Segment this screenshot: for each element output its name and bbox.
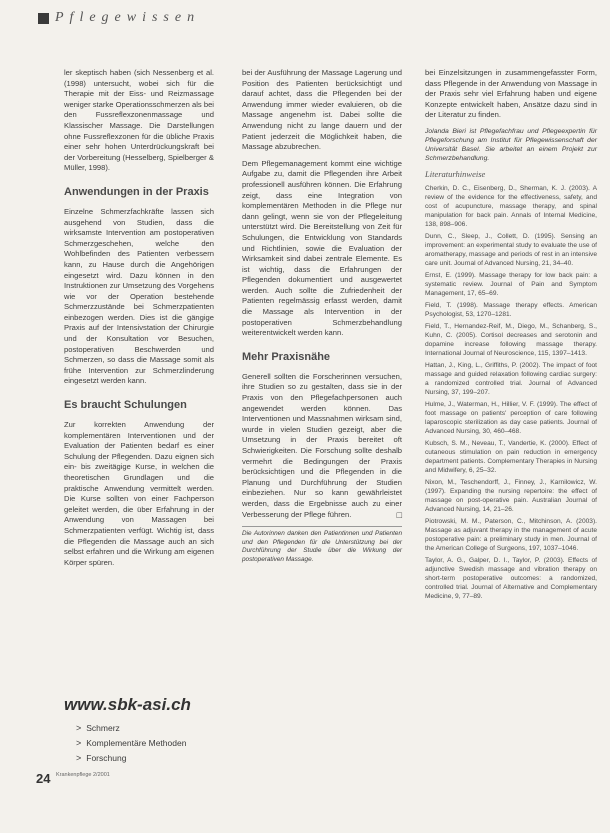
arrow-right-icon: > bbox=[76, 738, 82, 748]
related-link-label: Schmerz bbox=[86, 723, 120, 733]
reference-item: Cherkin, D. C., Eisenberg, D., Sherman, K. J. (2003). A review of the evidence for the effectiveness, safety, and cost of acupuncture, massage therapy, and spinal manipulation for back pain. Annals of Internal Medicine, 138, 898–906. bbox=[425, 184, 597, 228]
end-mark-icon: □ bbox=[396, 509, 402, 520]
arrow-right-icon: > bbox=[76, 723, 82, 733]
column-3 bbox=[425, 68, 597, 604]
related-link-label: Komplementäre Methoden bbox=[86, 738, 187, 748]
reference-item: Dunn, C., Sleep, J., Collett, D. (1995). Sensing an improvement: an experimental study to evaluate the use of aromatherapy, massage and periods of rest in an intensive care unit. Journal of Advanced Nursing, 21, 34–40. bbox=[425, 232, 597, 267]
related-link-komplementaer[interactable] bbox=[76, 736, 186, 751]
section-marker-square bbox=[38, 13, 49, 24]
reference-item: Nixon, M., Teschendorff, J., Finney, J., Karnilowicz, W. (1997). Expanding the nursing repertoire: the effect of massage on post-operative pain. Australian Journal of Advanced Nursing, 14, 21–26. bbox=[425, 478, 597, 513]
paragraph: bei der Ausführung der Massage Lagerung und Position des Patienten berücksichtigt und darauf achtet, dass die Pflegenden bei der Anwendung immer wieder evaluieren, ob die Massage angenehm ist. Dabei sollte die Anwendung nicht zu lange dauern und der Patient jederzeit die Möglichkeit haben, die Massage abzubrechen. bbox=[242, 68, 402, 152]
paragraph: Dem Pflegemanagement kommt eine wichtige Aufgabe zu, damit die Pflegenden ihre Arbeit professionell ausführen können. Die Erfahrung zeigt, dass eine Integration von komplementären Methoden in die Pflege nur dann gelingt, wenn sie von der Pflegeleitung unterstützt wird. Die Bereitstellung von Zeit für Schulungen, die Entwicklung von Standards und Richtlinien, sowie die Evaluation der Wirksamkeit sind dabei zentrale Elemente. Es ist wichtig, dass die Erfahrungen der Pflegenden dokumentiert und ausgewertet werden. Auch sollte die Zufriedenheit der Patienten regelmässig erfasst werden, damit die Massage als Intervention in der postoperativen Schmerzbehandlung weiterentwickelt werden kann. bbox=[242, 158, 402, 338]
related-links bbox=[76, 721, 186, 766]
reference-item: Piotrowski, M. M., Paterson, C., Mitchinson, A. (2003). Massage as adjuvant therapy in the management of acute postoperative pain: a preliminary study in men. Journal of the American College of Surgeons, 197, 1037–1046. bbox=[425, 517, 597, 552]
heading-schulungen: Es braucht Schulungen bbox=[64, 399, 187, 412]
heading-praxisnaehe: Mehr Praxisnähe bbox=[242, 350, 331, 363]
reference-item: Ernst, E. (1999). Massage therapy for low back pain: a systematic review. Journal of Pain and Symptom Management, 17, 65–69. bbox=[425, 271, 597, 297]
page-info: Krankenpflege 2/2001 bbox=[56, 772, 110, 778]
page-number: 24 bbox=[36, 771, 51, 786]
related-link-forschung[interactable] bbox=[76, 751, 186, 766]
paragraph: Zur korrekten Anwendung der komplementären Interventionen und der Evaluation der Patienten bedarf es einer Schulung der Pflegenden. Dazu eignen sich ein- bis zweitägige Kurse, in welchen die theoretischen Grundlagen und die praktische Anwendung vermittelt werden. Die Kurse sollten von einer Fachperson geleitet werden, die über Erfahrung in der Anwendung von Massagen bei Schmerzpatienten verfügt. Wichtig ist, dass die Pflegenden die Massage auch an sich selbst erfahren und die Wirkung am eigenen Körper spüren. bbox=[64, 420, 214, 567]
paragraph: Einzelne Schmerzfachkräfte lassen sich ausgehend von Studien, dass die wirksamste Intervention am postoperativen Schmerzgeschehen, welche den Wohlbefinden des Patienten verbessern kann, zu Hause durch die Angehörigen eingesetzt wird. Dazu können in den Instruktionen zur Umsetzung des Vorgehens wie vor der Operation bestehende Schmerzzustände bei Schmerzpatienten einbezogen werden. Dies ist die gängige Praxis auf der Intensivstation der Chirurgie und der Konsultation vor Besuchen, postoperativen Beschwerden und Schmerzen, so dass die Massage somit als frühe Intervention zur Schmerzlinderung eingesetzt werden kann. bbox=[64, 206, 214, 386]
website-link[interactable]: www.sbk-asi.ch bbox=[64, 695, 191, 714]
column-1 bbox=[64, 68, 214, 574]
reference-item: Hulme, J., Waterman, H., Hillier, V. F. (1999). The effect of foot massage on patients' perception of care following laparoscopic sterilization as day case patients. Journal of Advanced Nursing, 30, 460–468. bbox=[425, 400, 597, 435]
reference-item: Field, T., Hernandez-Reif, M., Diego, M., Schanberg, S., Kuhn, C. (2005). Cortisol decreases and serotonin and dopamine increase following massage therapy. International Journal of Neuroscience, 115, 1397–1413. bbox=[425, 322, 597, 357]
paragraph bbox=[242, 372, 402, 520]
section-title: Pflegewissen bbox=[55, 10, 201, 25]
literature-heading: Literaturhinweise bbox=[425, 168, 486, 179]
paragraph: bei Einzelsitzungen in zusammengefasster Form, dass Pflegende in der Anwendung von Massage in der Praxis sehr viel Erfahrung haben und eigene Konzepte entwickelt haben, Ansätze dazu sind in der Literatur zu finden. bbox=[425, 68, 597, 120]
reference-item: Hattan, J., King, L., Griffiths, P. (2002). The impact of foot massage and guided relaxation following cardiac surgery: a randomized controlled trial. Journal of Advanced Nursing, 37, 199–207. bbox=[425, 361, 597, 396]
paragraph: ler skeptisch haben (sich Nessenberg et al. (1998) untersucht, wobei sich für die Therapie mit der Eiss- und Reizmassage weniger starke Operationsschmerzen als bei den Fussreflexzonenmassage und Klassischer Massage. Die Darstellungen ohne Fussreflexzonen für die übliche Praxis einer sehr hohen Unterdrückungskraft bei der Vorbereitung (Hesselberg, Spielberger & Müller, 1998). bbox=[64, 68, 214, 173]
footnote: Die Autorinnen danken den Patientinnen und Patienten und den Pflegenden für die Unterstützung bei der Durchführung der Studie über die Wirkung der postoperativen Massage. bbox=[242, 526, 402, 564]
author-note: Jolanda Bieri ist Pflegefachfrau und Pflegeexpertin für Pflegeforschung am Institut für Pflegewissenschaft der Universität Basel. Sie arbeitet an einem Projekt zur Schmerzbehandlung. bbox=[425, 127, 597, 162]
reference-item: Field, T. (1998). Massage therapy effects. American Psychologist, 53, 1270–1281. bbox=[425, 301, 597, 318]
paragraph-text: Generell sollten die Forscherinnen versuchen, ihre Studien so zu gestalten, dass sie in der Praxis von den Pflegefachpersonen auch angewendet werden können. Das Interventionen und Massnahmen wirksam sind, wurde in vielen Studien gezeigt, aber die Umsetzung in der Praxis bereitet oft Schwierigkeiten. Die Forschung sollte deshalb vermehrt die Bedingungen der Praxis berücksichtigen und die Pflegenden in die Planung und Durchführung der Studien einbeziehen. Nur so kann gewährleistet werden, dass die Ergebnisse auch zu einer Verbesserung der Pflege führen. bbox=[242, 371, 402, 519]
section-header bbox=[38, 10, 200, 26]
heading-anwendungen: Anwendungen in der Praxis bbox=[64, 185, 209, 198]
related-link-label: Forschung bbox=[86, 753, 127, 763]
arrow-right-icon: > bbox=[76, 753, 82, 763]
reference-item: Kubsch, S. M., Neveau, T., Vandertie, K. (2000). Effect of cutaneous stimulation on pain reduction in emergency department patients. Complementary Therapies in Nursing and Midwifery, 6, 25–32. bbox=[425, 439, 597, 474]
reference-item: Taylor, A. G., Galper, D. I., Taylor, P. (2003). Effects of adjunctive Swedish massage and vibration therapy on short-term postoperative outcomes: a randomized, controlled trial. Journal of Alternative and Complementary Medicine, 9, 77–89. bbox=[425, 556, 597, 600]
related-link-schmerz[interactable] bbox=[76, 721, 186, 736]
column-2 bbox=[242, 68, 402, 565]
